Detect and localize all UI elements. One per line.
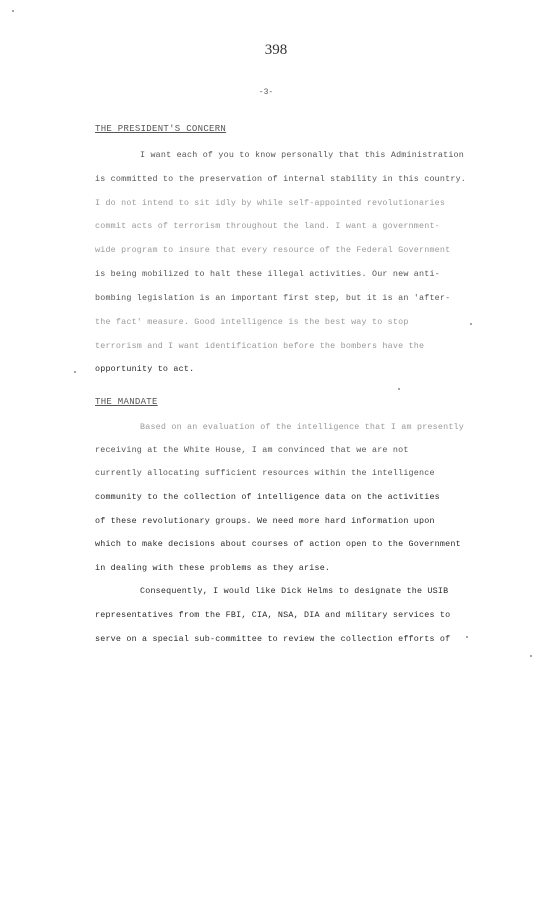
- sub-page-number: -3-: [258, 88, 274, 97]
- body-line: terrorism and I want identification before the bombers have the: [95, 341, 425, 351]
- body-line: Based on an evaluation of the intelligence that I am presently: [140, 422, 465, 432]
- scan-speck: [466, 636, 468, 638]
- section-heading-presidents-concern: THE PRESIDENT'S CONCERN: [95, 124, 227, 134]
- body-line: in dealing with these problems as they arise.: [95, 563, 331, 573]
- body-line: wide program to insure that every resource of the Federal Government: [95, 245, 451, 255]
- body-line: is being mobilized to halt these illegal activities. Our new anti-: [95, 269, 440, 279]
- scan-speck: [74, 371, 76, 373]
- body-line: the fact' measure. Good intelligence is the best way to stop: [95, 317, 409, 327]
- body-line: serve on a special sub-committee to review the collection efforts of: [95, 634, 451, 644]
- body-line: is committed to the preservation of internal stability in this country.: [95, 174, 467, 184]
- body-line: receiving at the White House, I am convinced that we are not: [95, 445, 409, 455]
- scan-speck: [398, 388, 400, 390]
- page-number: 398: [264, 42, 288, 58]
- body-line: currently allocating sufficient resources within the intelligence: [95, 468, 435, 478]
- body-line: community to the collection of intelligence data on the activities: [95, 492, 440, 502]
- scan-speck: [470, 323, 472, 325]
- scan-speck: [12, 10, 14, 12]
- body-line: of these revolutionary groups. We need more hard information upon: [95, 516, 435, 526]
- scan-speck: [530, 655, 532, 657]
- body-line: commit acts of terrorism throughout the land. I want a government-: [95, 221, 440, 231]
- body-line: bombing legislation is an important first step, but it is an 'after-: [95, 293, 451, 303]
- body-line: I do not intend to sit idly by while self-appointed revolutionaries: [95, 198, 446, 208]
- section-heading-mandate: THE MANDATE: [95, 397, 158, 407]
- body-line: opportunity to act.: [95, 364, 195, 374]
- body-line: Consequently, I would like Dick Helms to designate the USIB: [140, 586, 449, 596]
- body-line: which to make decisions about courses of action open to the Government: [95, 539, 461, 549]
- body-line: I want each of you to know personally that this Administration: [140, 150, 465, 160]
- body-line: representatives from the FBI, CIA, NSA, DIA and military services to: [95, 610, 451, 620]
